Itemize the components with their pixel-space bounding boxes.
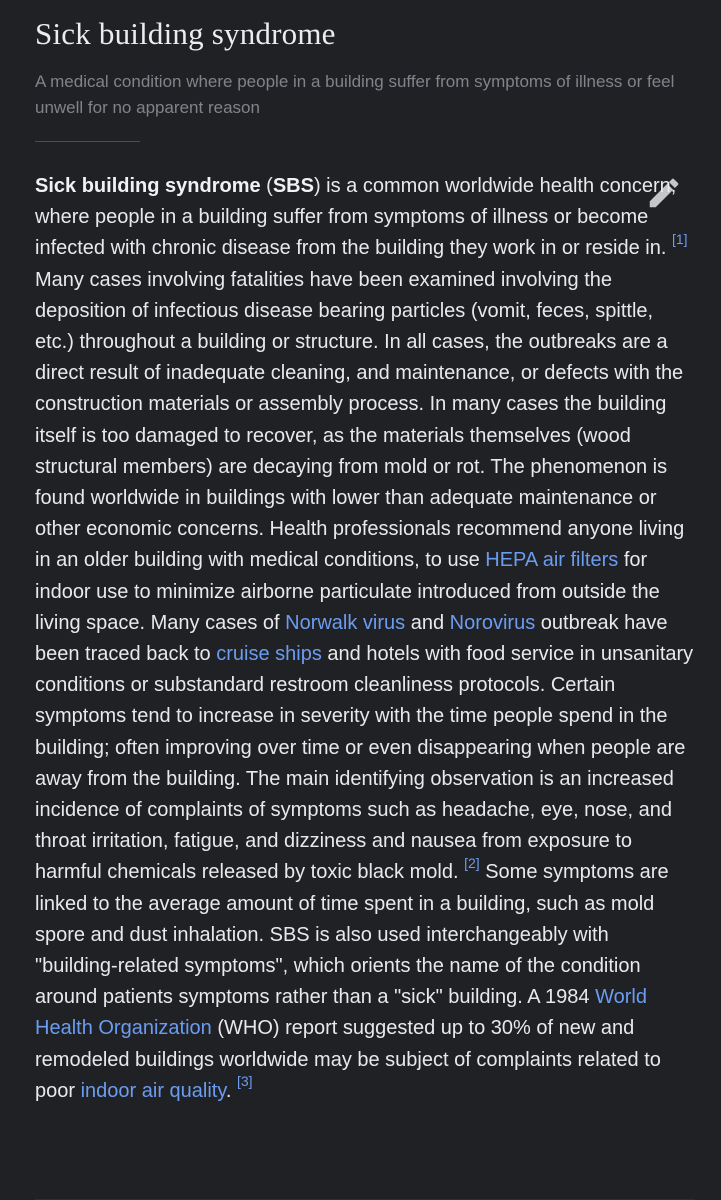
citation-2[interactable] bbox=[464, 855, 480, 871]
link-norwalk-virus[interactable]: Norwalk virus bbox=[285, 611, 406, 634]
page-title: Sick building syndrome bbox=[35, 16, 336, 51]
text-segment: for indoor use to minimize airborne particulate introduced from outside the living space. Many cases of bbox=[35, 549, 660, 634]
link-cruise-ships[interactable]: cruise ships bbox=[216, 643, 322, 666]
text-segment: ) is a common worldwide health concern, where people in a building suffer from symptoms of illness or become infected with chronic disease from the building they work in or reside in. bbox=[35, 175, 677, 260]
article-abbreviation: SBS bbox=[272, 175, 314, 197]
page-description: A medical condition where people in a building suffer from symptoms of illness or feel unwell for no apparent reason bbox=[35, 72, 675, 117]
text-segment: and bbox=[405, 611, 450, 634]
article-term: Sick building syndrome bbox=[35, 175, 261, 197]
text-segment: ( bbox=[260, 175, 273, 197]
text-segment: . bbox=[225, 1079, 237, 1102]
link-world-health-organization[interactable]: World Health Organization bbox=[35, 986, 647, 1040]
link-norovirus[interactable]: Norovirus bbox=[449, 611, 536, 634]
citation-2-link[interactable]: [2] bbox=[464, 854, 480, 871]
link-indoor-air-quality[interactable]: indoor air quality bbox=[80, 1079, 226, 1102]
citation-1-link[interactable]: [1] bbox=[671, 230, 688, 247]
text-segment: outbreak have been traced back to bbox=[35, 611, 668, 666]
title-divider bbox=[35, 141, 140, 142]
citation-3-link[interactable]: [3] bbox=[236, 1073, 253, 1090]
link-hepa-air-filters[interactable]: HEPA air filters bbox=[485, 549, 619, 572]
text-segment: Some symptoms are linked to the average amount of time spent in a building, such as mold spore and dust inhalation. SBS is also used interchangeably with "building-related symptoms", which orients the name of the condition around patients symptoms rather than a "sick" building. A 1984 bbox=[35, 861, 669, 1009]
citation-3[interactable] bbox=[237, 1073, 253, 1089]
text-segment: (WHO) report suggested up to 30% of new and remodeled buildings worldwide may be subject of complaints related to poor bbox=[35, 1017, 661, 1102]
citation-1[interactable] bbox=[672, 231, 688, 247]
text-segment: and hotels with food service in unsanitary conditions or substandard restroom cleanliness protocols. Certain symptoms tend to increase in severity with the time people spend in the building; often improving over time or even disappearing when people are away from the building. The main identifying observation is an increased incidence of complaints of symptoms such as headache, eye, nose, and throat irritation, fatigue, and dizziness and nausea from exposure to harmful chemicals released by toxic black mold. bbox=[35, 643, 694, 884]
article-paragraph bbox=[35, 171, 695, 1107]
text-segment: Many cases involving fatalities have been examined involving the deposition of infectious disease bearing particles (vomit, feces, spittle, etc.) throughout a building or structure. In all cases, the outbreaks are a direct result of inadequate cleaning, and maintenance, or defects with the construction materials or assembly process. In many cases the building itself is too damaged to recover, as the materials themselves (wood structural members) are decaying from mold or rot. The phenomenon is found worldwide in buildings with lower than adequate maintenance or other economic concerns. Health professionals recommend anyone living in an older building with medical conditions, to use bbox=[35, 268, 685, 572]
